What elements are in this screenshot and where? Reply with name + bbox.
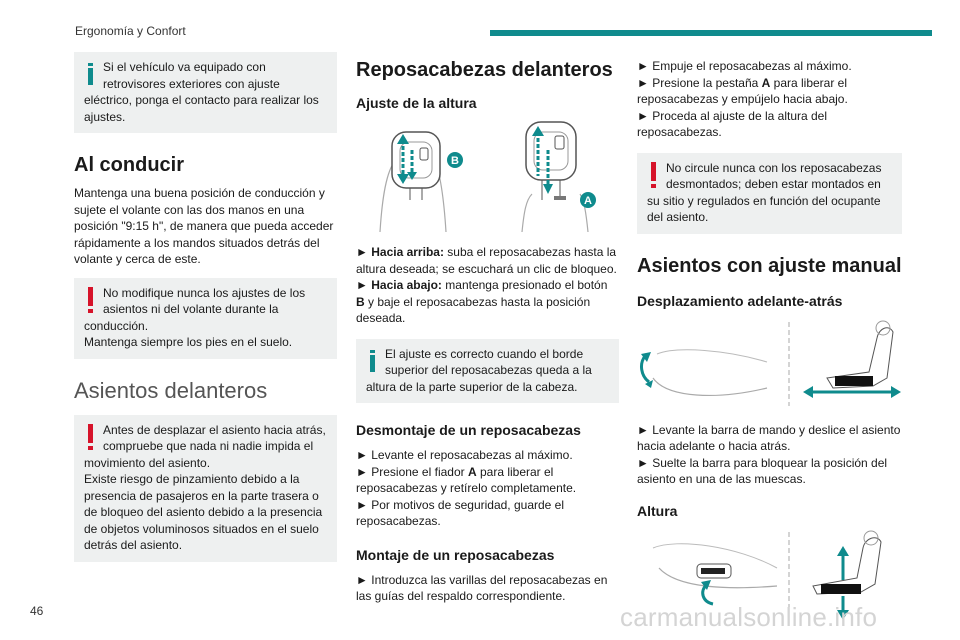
step: ► Presione la pestaña A para liberar el reposacabezas y empújelo hacia abajo. bbox=[637, 75, 848, 106]
step-up: ► Hacia arriba: suba el reposacabezas hasta la altura deseada; se escuchará un clic de bloqueo. bbox=[356, 245, 617, 276]
subtitle-height: Altura bbox=[637, 502, 678, 519]
info-text: Si el vehículo va equipado con retrovisores exteriores con ajuste eléctrico, ponga el contacto para realizar los ajustes. bbox=[84, 60, 319, 124]
label-b: B bbox=[451, 155, 459, 167]
warning-text: Mantenga siempre los pies en el suelo. bbox=[84, 335, 293, 349]
step: ► Proceda al ajuste de la altura del reposacabezas. bbox=[637, 108, 828, 139]
headrest-illustration bbox=[356, 120, 619, 232]
warning-icon bbox=[647, 160, 661, 190]
subtitle-mount-headrest: Montaje de un reposacabezas bbox=[356, 546, 555, 563]
warning-icon bbox=[84, 285, 98, 315]
subtitle-remove-headrest: Desmontaje de un reposacabezas bbox=[356, 422, 581, 438]
info-box-height bbox=[356, 339, 619, 404]
header-accent-bar bbox=[490, 30, 932, 36]
warning-text: Existe riesgo de pinzamiento debido a la presencia de pasajeros en la parte trasera o de bloqueo del asiento debido a la presencia de objetos voluminosos situados en el suelo detrás del asiento. bbox=[84, 472, 323, 552]
warning-text: No circule nunca con los reposacabezas desmontados; deben estar montados en su sitio y regulados en función del ocupante del asiento. bbox=[647, 160, 882, 224]
info-text: El ajuste es correcto cuando el borde superior del reposacabezas queda a la altura de la parte superior de la cabeza. bbox=[366, 346, 592, 394]
info-icon bbox=[366, 346, 380, 376]
step: ► Introduzca las varillas del reposacabezas en las guías del respaldo correspondiente. bbox=[356, 572, 608, 603]
section-title-front-seats: Asientos delanteros bbox=[74, 377, 268, 403]
warning-icon bbox=[84, 422, 98, 452]
warning-box-headrest bbox=[637, 153, 902, 234]
warning-box-driving bbox=[74, 278, 337, 359]
section-title-manual-seats: Asientos con ajuste manual bbox=[637, 254, 902, 277]
column-left bbox=[74, 52, 337, 574]
step: ► Empuje el reposacabezas al máximo. bbox=[637, 59, 852, 73]
warning-text: Antes de desplazar el asiento hacia atrás, compruebe que nada ni nadie impida el movimiento del asiento. bbox=[84, 422, 326, 470]
fore-aft-steps bbox=[637, 422, 902, 488]
warning-box-seats bbox=[74, 415, 337, 562]
header-section-title: Ergonomía y Confort bbox=[75, 24, 186, 38]
step: ► Presione el fiador A para liberar el reposacabezas y retírelo completamente. bbox=[356, 464, 577, 495]
subtitle-fore-aft: Desplazamiento adelante-atrás bbox=[637, 292, 843, 309]
info-box-mirrors bbox=[74, 52, 337, 133]
watermark: carmanualsonline.info bbox=[620, 602, 878, 632]
step: ► Suelte la barra para bloquear la posición del asiento en una de las muescas. bbox=[637, 455, 888, 486]
step: ► Levante la barra de mando y deslice el asiento hacia adelante o hacia atrás. bbox=[637, 422, 901, 453]
step-down: ► Hacia abajo: mantenga presionado el botón B y baje el reposacabezas hasta la posición deseada. bbox=[356, 278, 608, 325]
step: ► Levante el reposacabezas al máximo. bbox=[356, 448, 573, 462]
info-icon bbox=[84, 59, 98, 89]
section-title-driving: Al conducir bbox=[74, 154, 185, 176]
fore-aft-illustration bbox=[637, 318, 902, 410]
subtitle-height-adjust: Ajuste de la altura bbox=[356, 95, 477, 111]
column-middle bbox=[356, 52, 619, 605]
remove-steps bbox=[356, 447, 619, 530]
warning-text: No modifique nunca los ajustes de los asientos ni del volante durante la conducción. bbox=[84, 285, 306, 333]
label-a: A bbox=[584, 195, 592, 207]
step: ► Por motivos de seguridad, guarde el reposacabezas. bbox=[356, 497, 565, 528]
driving-text: Mantenga una buena posición de conducción y sujete el volante con las dos manos en una posición "9:15 h", de manera que pueda acceder rápidamente a los mandos situados detrás del volante y cerca de este. bbox=[74, 186, 334, 266]
column-right bbox=[637, 58, 902, 632]
page-number: 46 bbox=[30, 604, 44, 618]
mount-steps-continued bbox=[637, 58, 902, 141]
height-steps bbox=[356, 244, 619, 327]
section-title-headrests: Reposacabezas delanteros bbox=[356, 59, 613, 81]
